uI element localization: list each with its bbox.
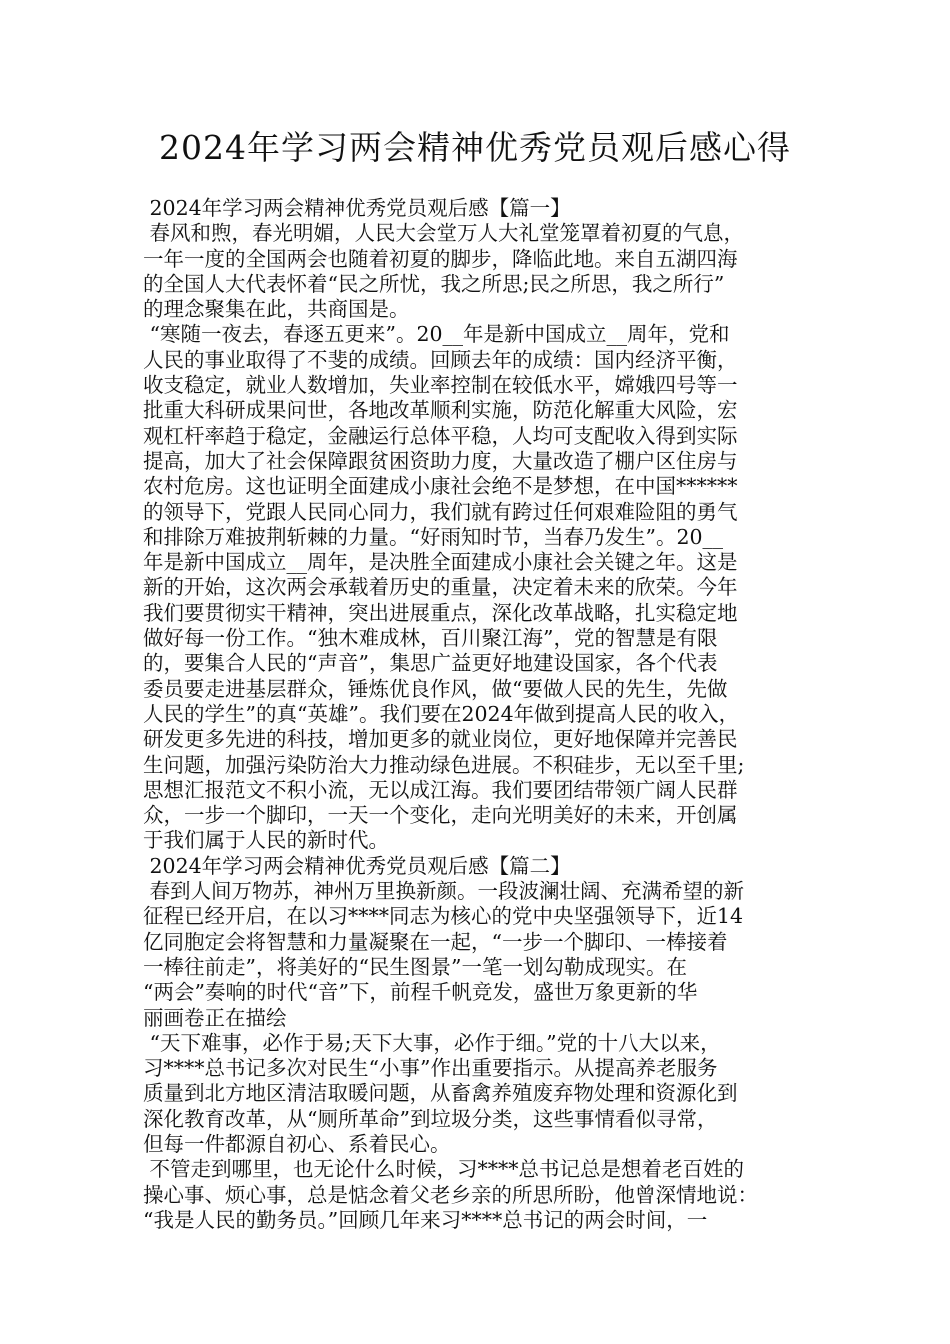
text-line: 但每一件都源自初心、系着民心。 bbox=[143, 1131, 451, 1156]
document-title: 2024年学习两会精神优秀党员观后感心得 bbox=[159, 128, 791, 167]
text-line: 的全国人大代表怀着“民之所忧，我之所思;民之所思，我之所行” bbox=[143, 271, 725, 296]
text-line: 于我们属于人民的新时代。 bbox=[143, 828, 389, 853]
text-line: 2024年学习两会精神优秀党员观后感【篇二】 bbox=[143, 853, 571, 878]
text-line: 做好每一份工作。“独木难成林，百川聚江海”，党的智慧是有限 bbox=[143, 626, 718, 651]
text-line: 思想汇报范文不积小流，无以成江海。我们要团结带领广阔人民群 bbox=[143, 777, 738, 802]
text-line: 春到人间万物苏，神州万里换新颜。一段波澜壮阔、充满希望的新 bbox=[143, 879, 745, 904]
text-line: 的领导下，党跟人民同心同力，我们就有跨过任何艰难险阻的勇气 bbox=[143, 499, 738, 524]
text-line: 春风和煦，春光明媚，人民大会堂万人大礼堂笼罩着初夏的气息， bbox=[143, 221, 745, 246]
text-line: 2024年学习两会精神优秀党员观后感【篇一】 bbox=[143, 196, 571, 220]
text-line: “两会”奏响的时代“音”下，前程千帆竞发，盛世万象更新的华 bbox=[143, 980, 698, 1005]
text-line: 人民的学生”的真“英雄”。我们要在2024年做到提高人民的收入， bbox=[143, 701, 740, 726]
text-line: 征程已经开启，在以习****同志为核心的党中央坚强领导下，近14 bbox=[143, 904, 744, 929]
text-line: 质量到北方地区清洁取暖问题，从畜禽养殖废弃物处理和资源化到 bbox=[143, 1081, 738, 1106]
text-line: 一棒往前走”，将美好的“民生图景”一笔一划勾勒成现实。在 bbox=[143, 954, 687, 979]
text-line: 和排除万难披荆斩棘的力量。“好雨知时节，当春乃发生”。20__ bbox=[143, 524, 724, 549]
text-line: 研发更多先进的科技，增加更多的就业岗位，更好地保障并完善民 bbox=[143, 727, 738, 752]
text-line: 的，要集合人民的“声音”，集思广益更好地建设国家，各个代表 bbox=[143, 651, 718, 676]
text-line: 人民的事业取得了不斐的成绩。回顾去年的成绩：国内经济平衡， bbox=[143, 347, 738, 372]
text-line: “我是人民的勤务员。”回顾几年来习****总书记的两会时间，一 bbox=[143, 1207, 708, 1232]
text-line: 农村危房。这也证明全面建成小康社会绝不是梦想，在中国****** bbox=[143, 474, 738, 499]
text-line: 生问题，加强污染防治大力推动绿色进展。不积硅步，无以至千里; bbox=[143, 752, 745, 777]
text-line: 不管走到哪里，也无论什么时候，习****总书记总是想着老百姓的 bbox=[143, 1157, 745, 1182]
text-line: 委员要走进基层群众，锤炼优良作风，做“要做人民的先生，先做 bbox=[143, 676, 728, 701]
text-line: 习****总书记多次对民生“小事”作出重要指示。从提高养老服务 bbox=[143, 1056, 718, 1081]
text-line: 我们要贯彻实干精神，突出进展重点，深化改革战略，扎实稳定地 bbox=[143, 600, 738, 625]
text-line: “天下难事，必作于易;天下大事，必作于细。”党的十八大以来， bbox=[143, 1030, 721, 1055]
text-line: 提高，加大了社会保障跟贫困资助力度，大量改造了棚户区住房与 bbox=[143, 448, 738, 473]
text-line: 丽画卷正在描绘 bbox=[143, 1005, 287, 1030]
text-line: 批重大科研成果问世，各地改革顺利实施，防范化解重大风险，宏 bbox=[143, 398, 738, 423]
text-line: 收支稳定，就业人数增加，失业率控制在较低水平，嫦娥四号等一 bbox=[143, 373, 738, 398]
text-line: 深化教育改革，从“厕所革命”到垃圾分类，这些事情看似寻常， bbox=[143, 1106, 718, 1131]
text-line: “寒随一夜去，春逐五更来”。20__年是新中国成立__周年，党和 bbox=[143, 322, 730, 347]
text-line: 操心事、烦心事，总是惦念着父老乡亲的所思所盼，他曾深情地说： bbox=[143, 1182, 758, 1207]
document-body bbox=[143, 196, 819, 1233]
text-line: 观杠杆率趋于稳定，金融运行总体平稳，人均可支配收入得到实际 bbox=[143, 423, 738, 448]
text-line: 一年一度的全国两会也随着初夏的脚步，降临此地。来自五湖四海 bbox=[143, 246, 738, 271]
text-line: 的理念聚集在此，共商国是。 bbox=[143, 297, 410, 322]
text-line: 众，一步一个脚印，一天一个变化，走向光明美好的未来，开创属 bbox=[143, 803, 738, 828]
text-line: 年是新中国成立__周年，是决胜全面建成小康社会关键之年。这是 bbox=[143, 550, 738, 575]
text-line: 亿同胞定会将智慧和力量凝聚在一起，“一步一个脚印、一棒接着 bbox=[143, 929, 728, 954]
text-line: 新的开始，这次两会承载着历史的重量，决定着未来的欣荣。今年 bbox=[143, 575, 738, 600]
